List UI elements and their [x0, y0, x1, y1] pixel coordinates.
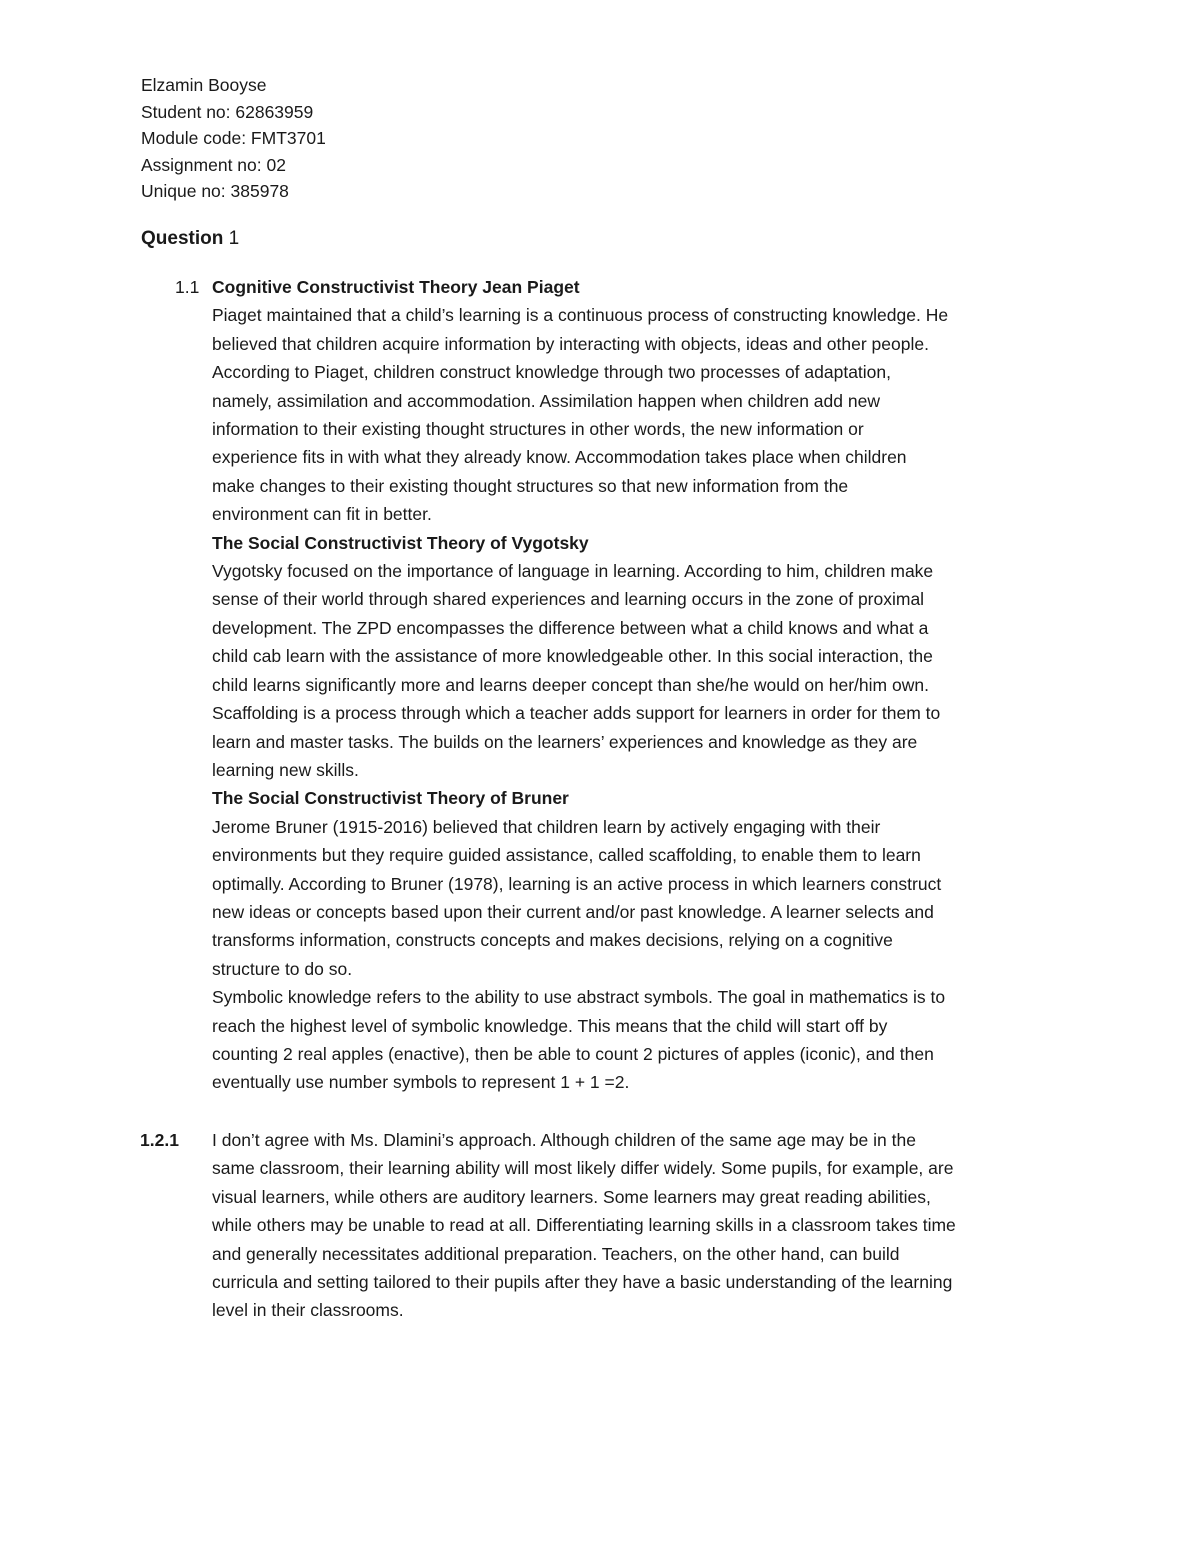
text-line: learn and master tasks. The builds on the learners’ experiences and knowledge as they are [212, 731, 918, 752]
text-line: child cab learn with the assistance of more knowledgeable other. In this social interaction, the [212, 646, 933, 667]
text-line: Vygotsky focused on the importance of language in learning. According to him, children make [212, 561, 934, 582]
text-line: and generally necessitates additional preparation. Teachers, on the other hand, can build [212, 1243, 900, 1264]
text-line: Symbolic knowledge refers to the ability to use abstract symbols. The goal in mathematics is to [212, 987, 946, 1008]
text-line: same classroom, their learning ability will most likely differ widely. Some pupils, for example, are [212, 1158, 954, 1179]
student-info [141, 72, 326, 205]
text-line: counting 2 real apples (enactive), then be able to count 2 pictures of apples (iconic), and then [212, 1043, 934, 1064]
text-line: According to Piaget, children construct knowledge through two processes of adaptation, [212, 362, 892, 383]
text-line: level in their classrooms. [212, 1300, 404, 1321]
student-number: Student no: 62863959 [141, 101, 314, 122]
text-line: curricula and setting tailored to their pupils after they have a basic understanding of the learning [212, 1272, 953, 1293]
text-line: eventually use number symbols to represent 1 + 1 =2. [212, 1072, 630, 1093]
text-line: reach the highest level of symbolic knowledge. This means that the child will start off by [212, 1015, 888, 1036]
piaget-paragraph [212, 301, 1072, 528]
vygotsky-paragraph [212, 557, 1072, 784]
text-line: Piaget maintained that a child’s learning is a continuous process of constructing knowledge. He [212, 305, 949, 326]
question-number: 1 [228, 228, 240, 249]
unique-number: Unique no: 385978 [141, 181, 289, 202]
text-line: child learns significantly more and learns deeper concept than she/he would on her/him own. [212, 674, 929, 695]
question-heading [141, 228, 239, 250]
section-1-2-1 [140, 1126, 1072, 1325]
section-number: 1.2.1 [140, 1130, 179, 1150]
answer-paragraph [212, 1126, 1072, 1325]
module-code: Module code: FMT3701 [141, 128, 326, 149]
question-label: Question [141, 228, 224, 249]
text-line: believed that children acquire information by interacting with objects, ideas and other people. [212, 333, 929, 354]
text-line: Scaffolding is a process through which a teacher adds support for learners in order for them to [212, 703, 941, 724]
text-line: make changes to their existing thought structures so that new information from the [212, 475, 849, 496]
text-line: new ideas or concepts based upon their current and/or past knowledge. A learner selects and [212, 901, 934, 922]
piaget-heading: Cognitive Constructivist Theory Jean Piaget [212, 277, 580, 297]
assignment-number: Assignment no: 02 [141, 154, 286, 175]
text-line: learning new skills. [212, 759, 359, 780]
section-1-1 [175, 273, 1072, 1097]
text-line: while others may be unable to read at all. Differentiating learning skills in a classroom takes time [212, 1215, 956, 1236]
bruner-heading: The Social Constructivist Theory of Bruner [212, 788, 569, 809]
text-line: development. The ZPD encompasses the difference between what a child knows and what a [212, 617, 929, 638]
text-line: Jerome Bruner (1915-2016) believed that children learn by actively engaging with their [212, 816, 881, 837]
text-line: visual learners, while others are auditory learners. Some learners may great reading abilities, [212, 1186, 931, 1207]
text-line: transforms information, constructs concepts and makes decisions, relying on a cognitive [212, 930, 893, 951]
text-line: namely, assimilation and accommodation. Assimilation happen when children add new [212, 390, 880, 411]
bruner-paragraph [212, 813, 1072, 1097]
text-line: experience fits in with what they already know. Accommodation takes place when children [212, 447, 907, 468]
text-line: structure to do so. [212, 958, 353, 979]
section-number: 1.1 [175, 277, 200, 297]
text-line: optimally. According to Bruner (1978), learning is an active process in which learners construct [212, 873, 942, 894]
text-line: information to their existing thought structures in other words, the new information or [212, 419, 864, 440]
text-line: sense of their world through shared experiences and learning occurs in the zone of proximal [212, 589, 925, 610]
text-line: environments but they require guided assistance, called scaffolding, to enable them to learn [212, 845, 921, 866]
text-line: environment can fit in better. [212, 504, 432, 525]
student-name: Elzamin Booyse [141, 75, 267, 95]
vygotsky-heading: The Social Constructivist Theory of Vygotsky [212, 532, 589, 553]
text-line: I don’t agree with Ms. Dlamini’s approach. Although children of the same age may be in the [212, 1130, 916, 1150]
